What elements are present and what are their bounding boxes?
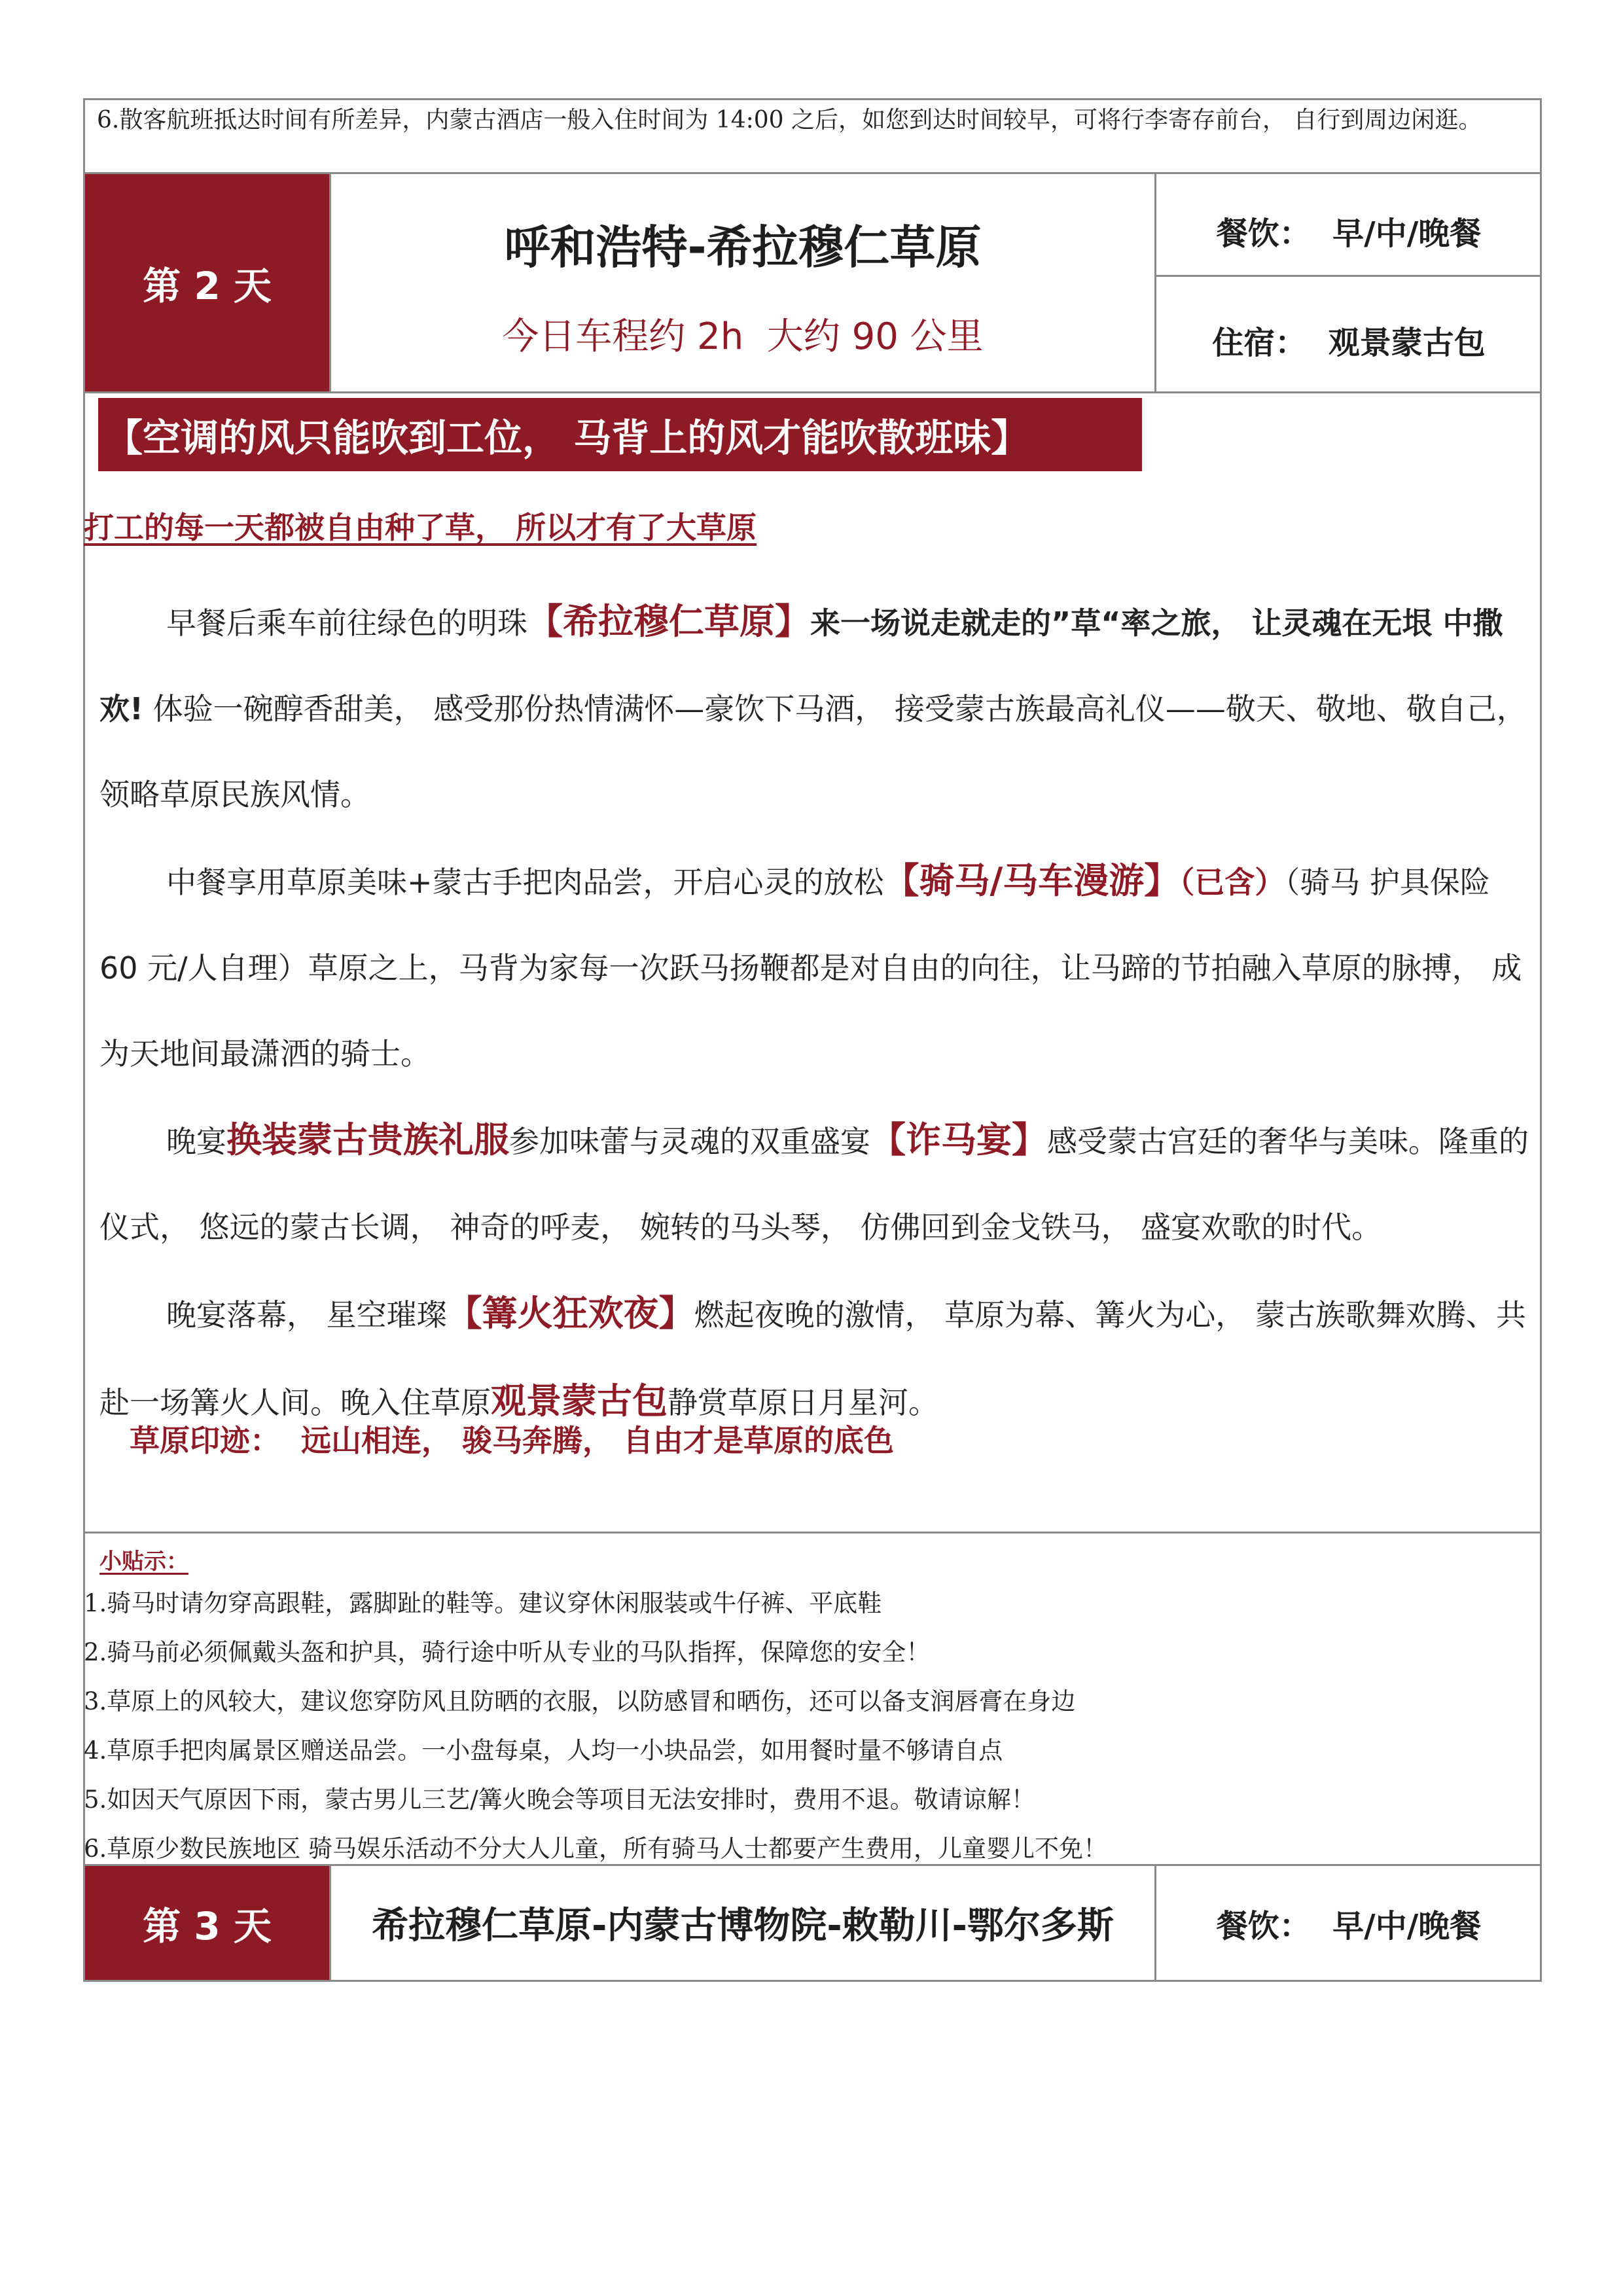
p2-text-d: （骑马 护具保险 60 元/人自理）草原之上，马背为家每一次跃马扬鞭都是对自由的向往，让马蹄的节拍融入草原的脉搏， 成为天地间最潇洒的骑士。 — [99, 865, 1522, 1071]
p4-highlight-yurt: 观景蒙古包 — [491, 1380, 668, 1422]
paragraph-2 — [99, 838, 1533, 1097]
tips-list — [84, 1579, 1533, 1873]
p1-text-d: 体验一碗醇香甜美， 感受那份热情满怀—豪饮下马酒， 接受蒙古族最高礼仪——敬天、敬地、敬自己， 领略草原民族风情。 — [99, 691, 1527, 812]
border-day3-bottom — [83, 1980, 1541, 1982]
p3-text-a: 晚宴 — [166, 1124, 226, 1159]
slogan-banner — [98, 398, 1142, 471]
p4-text-a: 晚宴落幕， 星空璀璨 — [166, 1297, 447, 1333]
p1-highlight: 【希拉穆仁草原】 — [527, 601, 810, 642]
day2-drive: 今日车程约 2h 大约 90 公里 — [502, 315, 984, 358]
p2-included: （已含） — [1179, 865, 1285, 900]
border-meal-divider — [1154, 275, 1541, 277]
slogan-text: 【空调的风只能吹到工位， 马背上的风才能吹散班味】 — [105, 416, 1029, 460]
border-top — [83, 98, 1541, 100]
p2-text-a: 中餐享用草原美味+蒙古手把肉品尝，开启心灵的放松 — [166, 865, 884, 900]
tip-item: 5.如因天气原因下雨，蒙古男儿三艺/篝火晚会等项目无法安排时，费用不退。敬请谅解！ — [84, 1785, 1035, 1814]
p1-bold: 来一场说走就走的”草“率之旅， 让灵魂在无垠 中撒欢! — [99, 605, 1503, 726]
p2-highlight: 【骑马/马车漫游】 — [883, 860, 1180, 901]
p3-highlight-costume: 换装蒙古贵族礼服 — [226, 1119, 509, 1160]
tip-item: 6.草原少数民族地区 骑马娱乐活动不分大人儿童，所有骑马人士都要产生费用，儿童婴儿不免！ — [84, 1835, 1108, 1863]
tips-title: 小贴示： — [99, 1549, 188, 1575]
p4-text-e: 静赏草原日月星河。 — [668, 1385, 938, 1420]
border-tips-top — [83, 1532, 1541, 1534]
day2-label — [85, 174, 329, 391]
p3-text-c: 参加味蕾与灵魂的双重盛宴 — [509, 1124, 870, 1159]
tip-item: 1.骑马时请勿穿高跟鞋，露脚趾的鞋等。建议穿休闲服装或牛仔裤、平底鞋 — [84, 1589, 882, 1617]
p4-text-c: 燃起夜晚的激情， 草原为幕、篝火为心， 蒙古族歌舞欢腾、共赴一场篝火人间。晚入住草原 — [99, 1297, 1526, 1420]
tip-item: 2.骑马前必须佩戴头盔和护具，骑行途中听从专业的马队指挥，保障您的安全！ — [84, 1638, 931, 1666]
day2-route: 呼和浩特-希拉穆仁草原 — [504, 221, 982, 274]
day3-route: 希拉穆仁草原-内蒙古博物院-敕勒川-鄂尔多斯 — [372, 1905, 1114, 1947]
day3-meals: 餐饮： 早/中/晚餐 — [1216, 1908, 1482, 1945]
paragraph-3 — [99, 1097, 1533, 1270]
tip-item: 4.草原手把肉属景区赠送品尝。一小盘每桌，人均一小块品尝，如用餐时量不够请自点 — [84, 1736, 1003, 1765]
tip-item: 3.草原上的风较大，建议您穿防风且防晒的衣服，以防感冒和晒伤，还可以备支润唇膏在身边 — [84, 1687, 1076, 1715]
subtitle: 打工的每一天都被自由种了草， 所以才有了大草原 — [84, 510, 757, 545]
p3-highlight-feast: 【诈马宴】 — [870, 1119, 1047, 1160]
grassland-imprint: 草原印迹： 远山相连， 骏马奔腾， 自由才是草原的底色 — [130, 1423, 895, 1458]
day2-meals: 餐饮： 早/中/晚餐 — [1216, 215, 1482, 252]
day2-stay: 住宿： 观景蒙古包 — [1212, 325, 1486, 361]
border-row2 — [83, 391, 1541, 393]
day3-label — [85, 1866, 329, 1980]
p1-text-a: 早餐后乘车前往绿色的明珠 — [166, 605, 527, 641]
day3-label-text: 第 3 天 — [143, 1904, 272, 1948]
border-right — [1540, 98, 1542, 1982]
day2-label-text: 第 2 天 — [143, 264, 272, 308]
p3-text-e: 感受蒙古宫廷的奢华与美味。隆重的仪式， 悠远的蒙古长调， 神奇的呼麦， 婉转的马头琴， 仿佛回到金戈铁马， 盛宴欢歌的时代。 — [99, 1124, 1529, 1245]
top-note: 6.散客航班抵达时间有所差异，内蒙古酒店一般入住时间为 14:00 之后，如您到达时间较早，可将行李寄存前台， 自行到周边闲逛。 — [97, 107, 1482, 134]
paragraph-1 — [99, 579, 1533, 838]
description-body — [99, 579, 1533, 1446]
p4-highlight-bonfire: 【篝火狂欢夜】 — [446, 1293, 694, 1334]
